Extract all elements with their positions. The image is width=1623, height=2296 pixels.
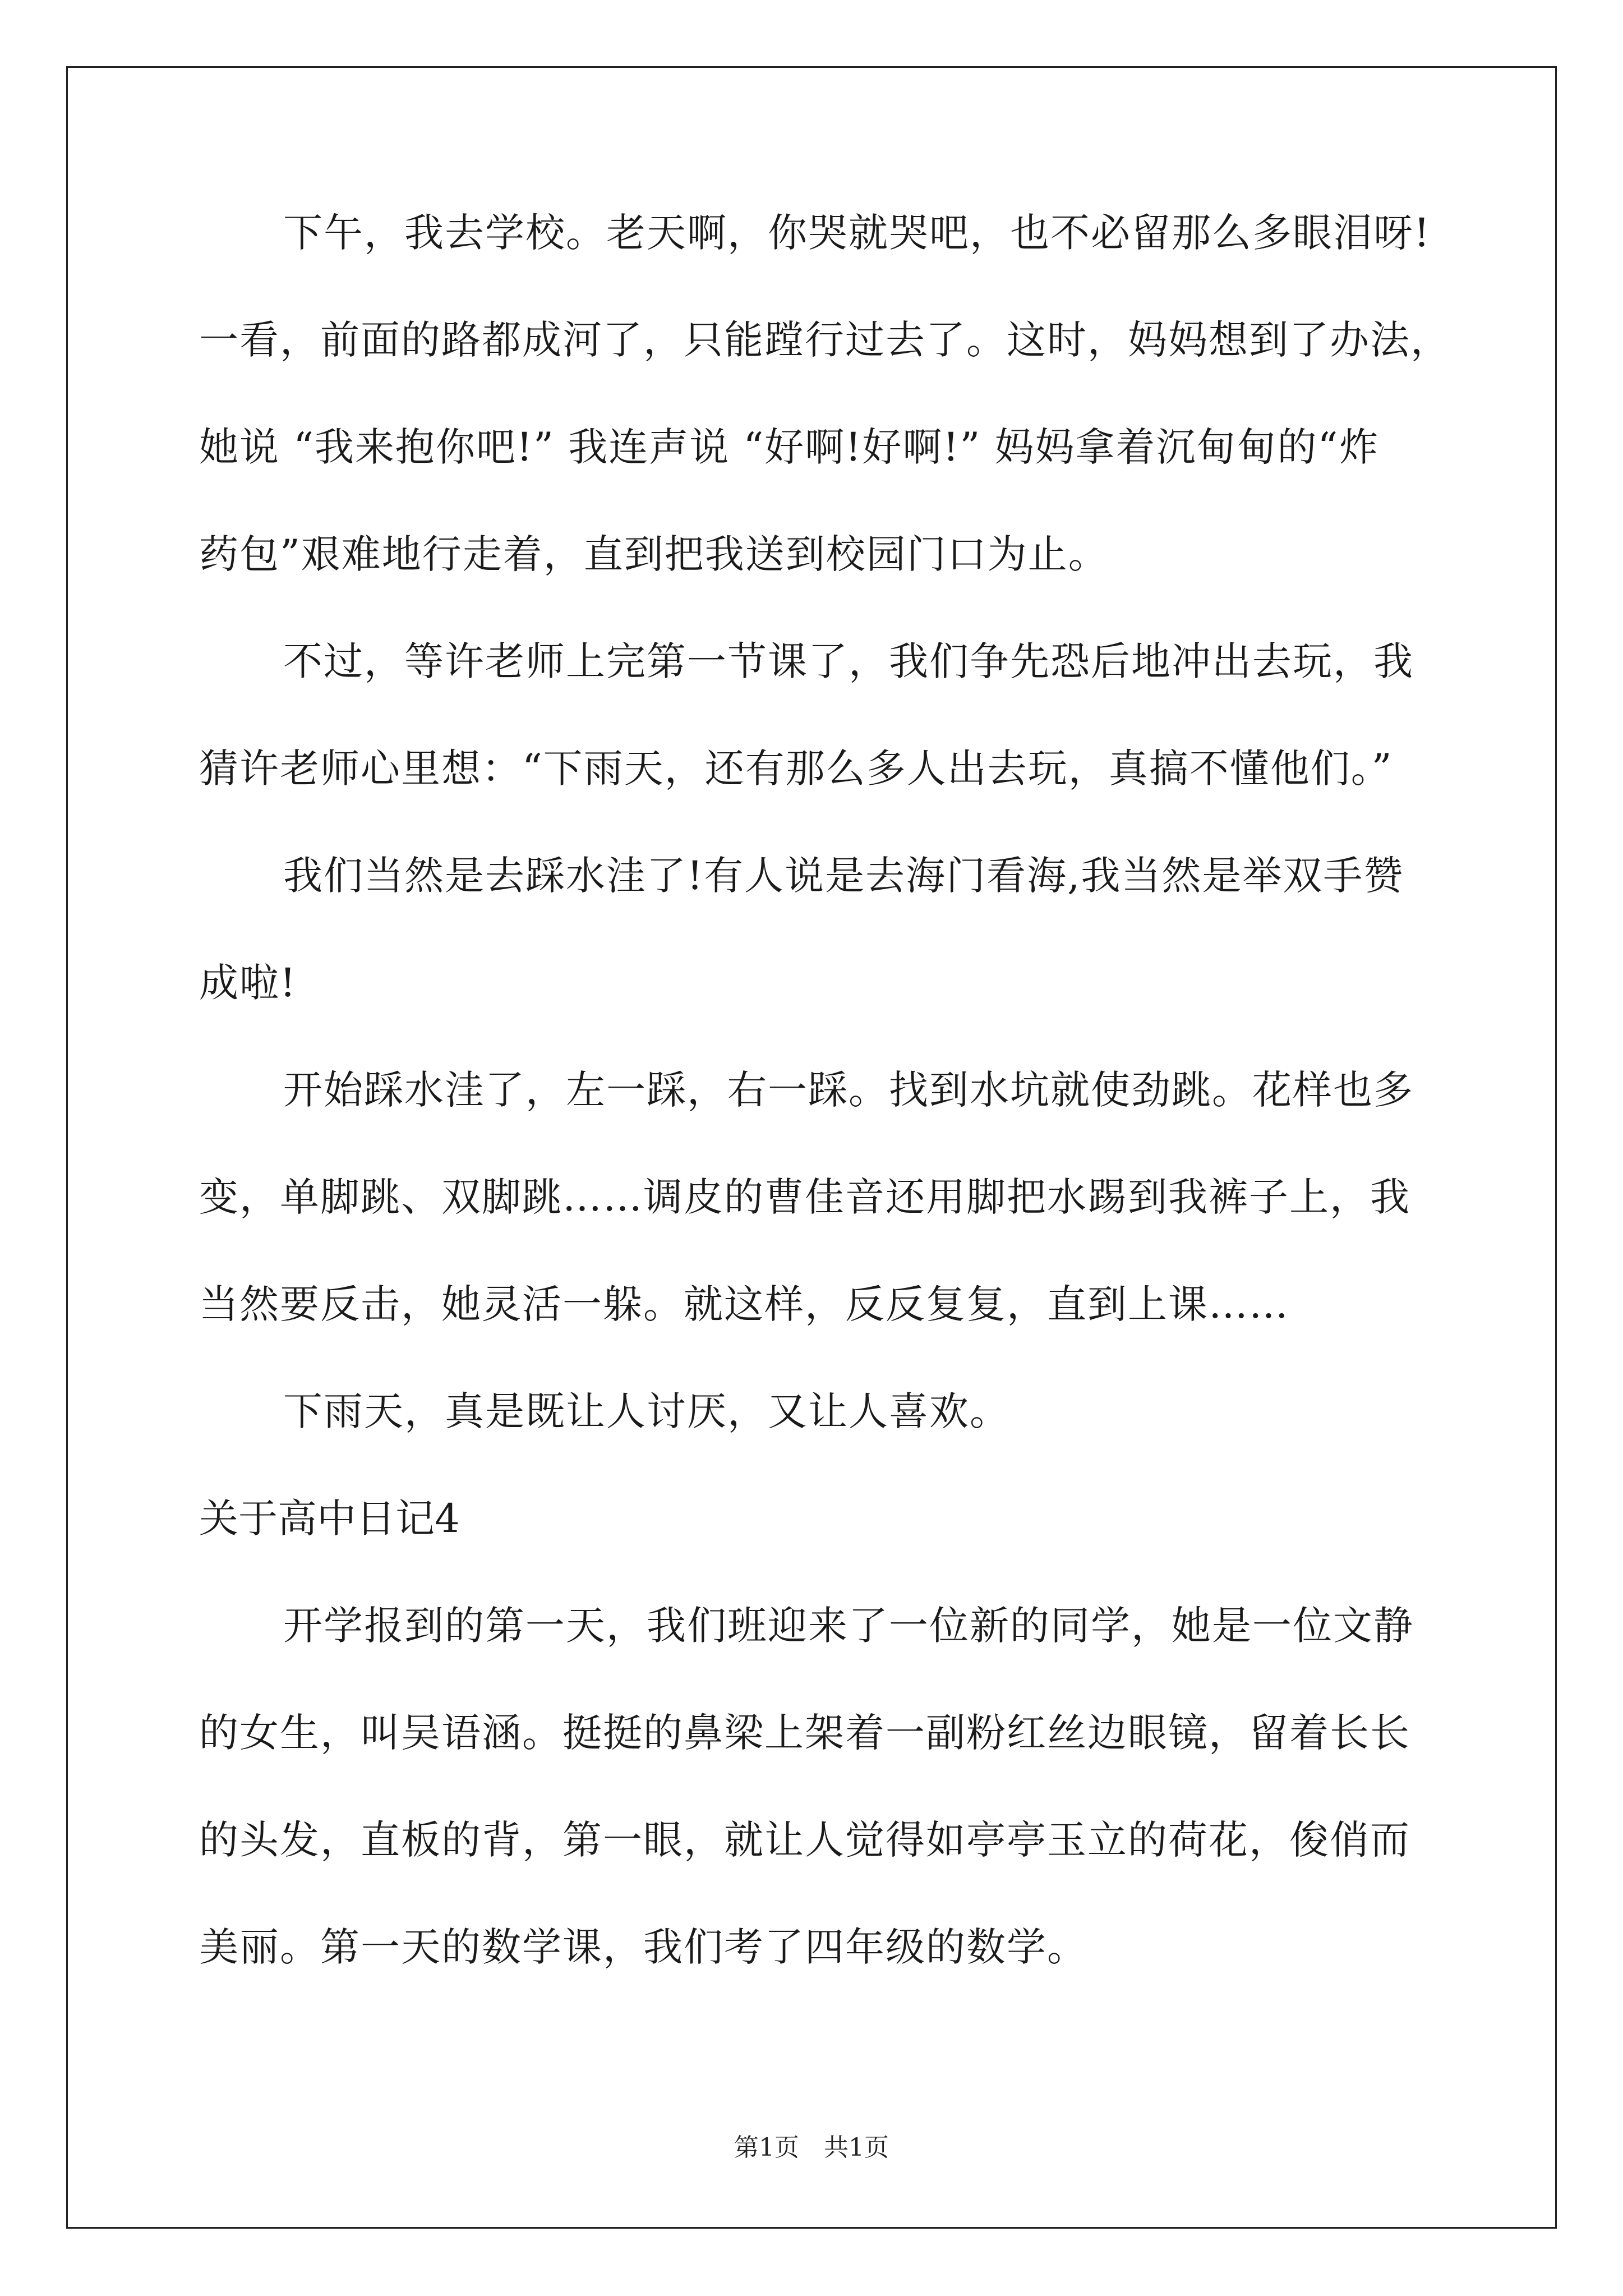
text-line: 美丽。第一天的数学课，我们考了四年级的数学。	[199, 1924, 1087, 1970]
text-line: 不过，等许老师上完第一节课了，我们争先恐后地冲出去玩，我	[283, 638, 1414, 684]
document-body	[199, 210, 1451, 2035]
paragraph-1	[199, 210, 1451, 577]
paragraph-4	[199, 1067, 1438, 1327]
text-line: 下午，我去学校。老天啊，你哭就哭吧，也不必留那么多眼泪呀!	[283, 210, 1431, 256]
text-line: 猜许老师心里想：“下雨天，还有那么多人出去玩，真搞不懂他们。”	[199, 746, 1393, 792]
paragraph-2	[199, 638, 1438, 792]
text-line: 变，单脚跳、双脚跳……调皮的曹佳音还用脚把水踢到我裤子上，我	[199, 1174, 1410, 1220]
text-line: 的头发，直板的背，第一眼，就让人觉得如亭亭玉立的荷花，俊俏而	[199, 1817, 1410, 1863]
text-line: 成啦!	[199, 960, 297, 1006]
text-line: 的女生，叫吴语涵。挺挺的鼻梁上架着一副粉红丝边眼镜，留着长长	[199, 1710, 1410, 1756]
section-heading: 关于高中日记4	[199, 1496, 460, 1542]
text-line: 开始踩水洼了，左一踩，右一踩。找到水坑就使劲跳。花样也多	[283, 1067, 1414, 1113]
paragraph-3	[199, 853, 1438, 1006]
text-line: 下雨天，真是既让人讨厌，又让人喜欢。	[283, 1388, 1010, 1434]
text-line: 药包”艰难地行走着，直到把我送到校园门口为止。	[199, 531, 1109, 577]
paragraph-5	[199, 1388, 1438, 1434]
text-line: 她说 “我来抱你吧!” 我连声说 “好啊!好啊!” 妈妈拿着沉甸甸的“炸	[199, 424, 1380, 470]
text-line: 开学报到的第一天，我们班迎来了一位新的同学，她是一位文静	[283, 1603, 1414, 1649]
page-footer: 第1页 共1页	[734, 2133, 889, 2162]
text-line: 当然要反击，她灵活一躲。就这样，反反复复，直到上课……	[199, 1281, 1289, 1327]
text-line: 一看，前面的路都成河了，只能蹚行过去了。这时，妈妈想到了办法，	[199, 317, 1451, 363]
section-paragraph-1	[199, 1603, 1438, 1970]
text-line: 我们当然是去踩水洼了!有人说是去海门看海,我当然是举双手赞	[283, 853, 1404, 899]
